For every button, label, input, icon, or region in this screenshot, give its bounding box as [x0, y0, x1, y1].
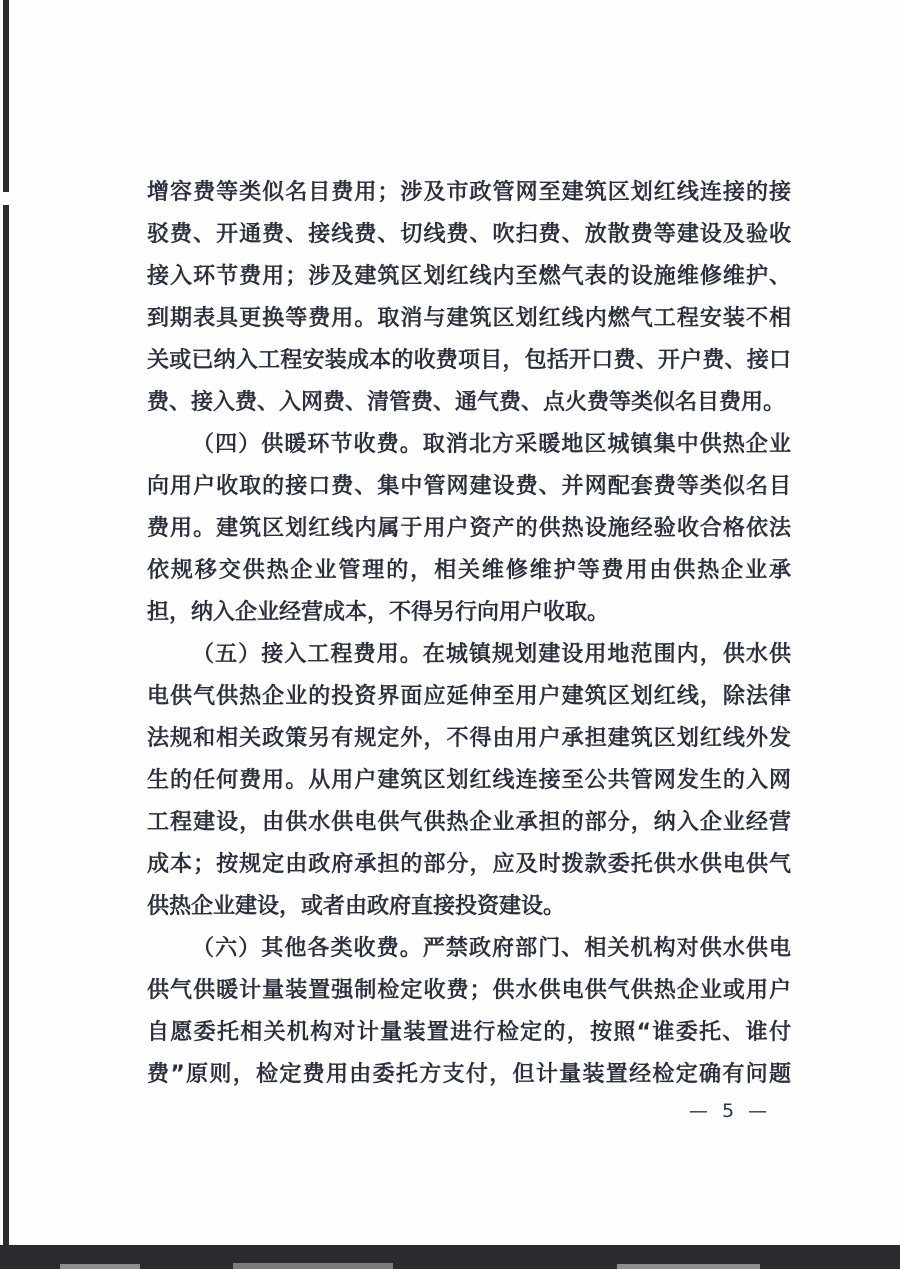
text-line: 费、接入费、入网费、清管费、通气费、点火费等类似名目费用。	[147, 390, 786, 415]
text-line: 供气供暖计量装置强制检定收费；供水供电供气供热企业或用户	[147, 978, 791, 1003]
text-line: 费”原则，检定费用由委托方支付，但计量装置经检定确有问题	[147, 1062, 791, 1087]
document-body	[147, 172, 791, 1096]
scan-noise-patch	[60, 1264, 140, 1269]
text-line: 法规和相关政策另有规定外，不得由用户承担建筑区划红线外发	[147, 726, 791, 751]
page-number: — 5 —	[688, 1100, 772, 1122]
text-line: 成本；按规定由政府承担的部分，应及时拨款委托供水供电供气	[147, 852, 791, 877]
text-line: 自愿委托相关机构对计量装置进行检定的，按照“谁委托、谁付	[147, 1020, 791, 1045]
text-line: 生的任何费用。从用户建筑区划红线连接至公共管网发生的入网	[147, 768, 791, 793]
text-line: 工程建设，由供水供电供气供热企业承担的部分，纳入企业经营	[147, 810, 791, 835]
text-line: 电供气供热企业的投资界面应延伸至用户建筑区划红线，除法律	[147, 684, 791, 709]
scan-left-border-gap	[0, 192, 12, 205]
text-line: 增容费等类似名目费用；涉及市政管网至建筑区划红线连接的接	[147, 180, 791, 205]
scan-noise-patch	[233, 1263, 393, 1269]
text-line: （六）其他各类收费。严禁政府部门、相关机构对供水供电	[192, 936, 791, 961]
text-line: 供热企业建设，或者由政府直接投资建设。	[147, 894, 566, 919]
text-line: 向用户收取的接口费、集中管网建设费、并网配套费等类似名目	[147, 474, 791, 499]
text-line: 到期表具更换等费用。取消与建筑区划红线内燃气工程安装不相	[147, 306, 791, 331]
text-line: （四）供暖环节收费。取消北方采暖地区城镇集中供热企业	[192, 432, 791, 457]
scan-noise-patch	[617, 1264, 760, 1269]
scan-left-border-line	[3, 0, 9, 1252]
text-line: 驳费、开通费、接线费、切线费、吹扫费、放散费等建设及验收	[147, 222, 791, 247]
text-line: 关或已纳入工程安装成本的收费项目，包括开口费、开户费、接口	[147, 348, 791, 373]
text-line: 接入环节费用；涉及建筑区划红线内至燃气表的设施维修维护、	[147, 264, 791, 289]
text-line: 费用。建筑区划红线内属于用户资产的供热设施经验收合格依法	[147, 516, 791, 541]
text-line: 依规移交供热企业管理的，相关维修维护等费用由供热企业承	[147, 558, 791, 583]
text-line: （五）接入工程费用。在城镇规划建设用地范围内，供水供	[192, 642, 791, 667]
text-line: 担，纳入企业经营成本，不得另行向用户收取。	[147, 600, 610, 625]
